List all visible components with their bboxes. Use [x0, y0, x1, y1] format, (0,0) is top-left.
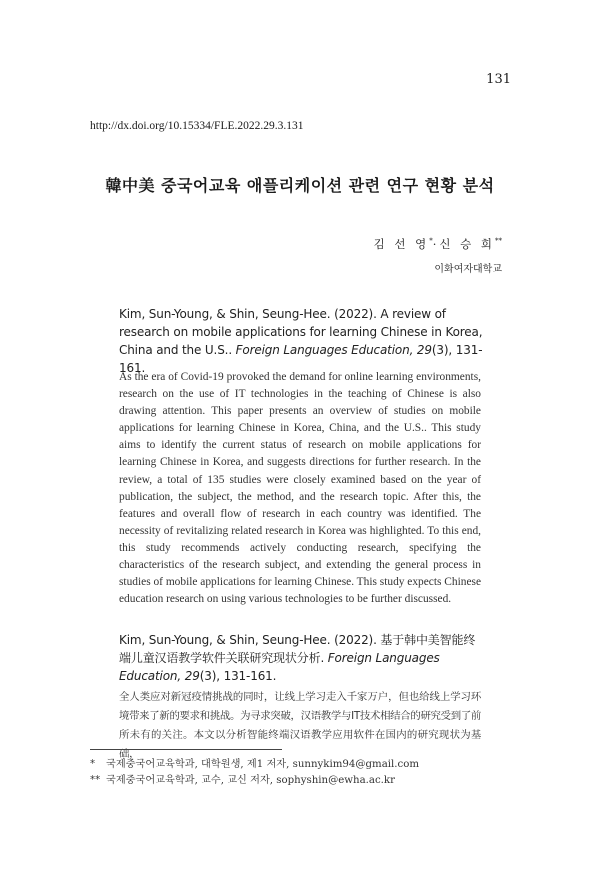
abstract-chinese: 全人类应对新冠疫情挑战的同时，让线上学习走入千家万户，但也给线上学习环境带来了新的要求和挑战。为寻求突破，汉语教学与IT技术相结合的研究受到了前所未有的关注。本文以分析智能终端汉语教学应用软件在国内的研究现状为基础，: [119, 691, 481, 760]
affiliation: 이화여자대학교: [434, 264, 502, 275]
citation-chinese-text: Kim, Sun-Young, & Shin, Seung-Hee. (2022). 基于韩中美智能终端儿童汉语教学软件关联研究现状分析.: [119, 633, 476, 665]
footnotes: [90, 757, 510, 789]
footnote-text: 국제중국어교육학과, 대학원생, 제1 저자, sunnykim94@gmail.com: [106, 759, 420, 770]
page-number: 131: [486, 72, 511, 87]
footnote-text: 국제중국어교육학과, 교수, 교신 저자, sophyshin@ewha.ac.kr: [106, 775, 395, 786]
footnote-mark: *: [90, 759, 96, 770]
citation-chinese-issue: (3), 131-161.: [199, 669, 277, 683]
author-2-mark: **: [495, 237, 502, 246]
author-1-mark: *: [429, 237, 433, 246]
citation-english-issue: (3), 131-161.: [119, 343, 483, 375]
author-block: [374, 236, 502, 275]
paper-title: 韓中美 중국어교육 애플리케이션 관련 연구 현황 분석: [105, 176, 495, 195]
citation-chinese-journal: Foreign Languages Education, 29: [119, 651, 440, 683]
abstract-english: As the era of Covid-19 provoked the demand for online learning environments, research on the use of IT technologies in the teaching of Chinese is also drawing attention. This paper presents an overview of studies on mobile applications for learning Chinese in Korea, China, and the U.S.. This study aims to identify the current status of research on mobile applications for learning Chinese in Korea, and suggests directions for further research. In the review, a total of 135 studies were closely examined based on the year of publication, the subject, the method, and the research topic. After this, the features and overall flow of research in each country was identified. The necessity of revitalizing related research in Korea was highlighted. To this end, this study recommends actively conducting research, specifying the characteristics of the research subject, and extending the general process in studies of mobile applications for learning Chinese. This study expects Chinese education research on using various technologies to be further discussed.: [119, 371, 482, 606]
citation-english-text: Kim, Sun-Young, & Shin, Seung-Hee. (2022). A review of research on mobile applications for learning Chinese in Korea, China and the U.S..: [119, 307, 483, 357]
citation-english: [119, 305, 484, 377]
author-separator: ·: [432, 237, 440, 251]
author-2: 신 승 희: [439, 237, 495, 251]
author-1: 김 선 영: [373, 237, 430, 251]
footnote-divider: [90, 749, 282, 750]
author-names: [374, 236, 502, 252]
footnote-item: [90, 757, 510, 773]
footnote-mark: **: [90, 775, 101, 786]
citation-chinese: [119, 631, 484, 685]
doi-link[interactable]: http://dx.doi.org/10.15334/FLE.2022.29.3.131: [90, 120, 304, 132]
citation-english-journal: Foreign Languages Education, 29: [235, 343, 432, 357]
footnote-item: [90, 773, 510, 789]
